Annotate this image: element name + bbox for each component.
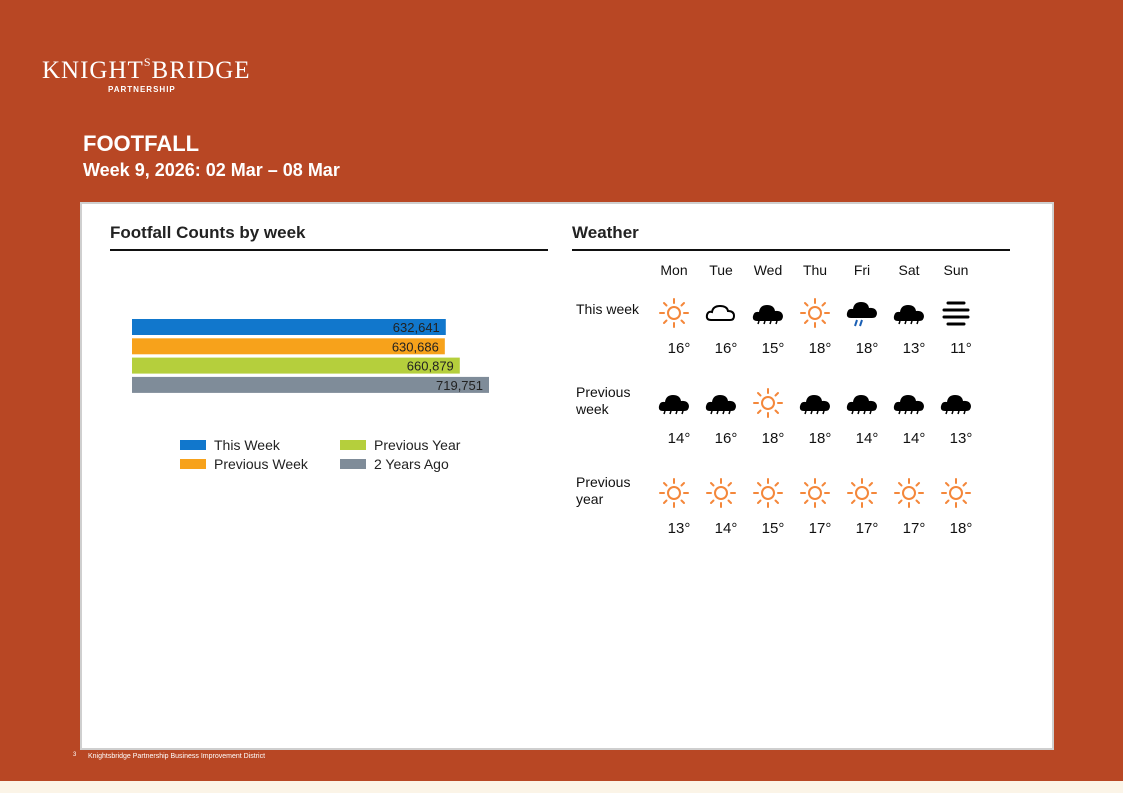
bar-value-label: 630,686 <box>391 339 439 355</box>
page-number: 3 <box>73 752 77 758</box>
weather-temp: 18° <box>761 430 785 447</box>
weather-temp: 14° <box>855 430 879 447</box>
footfall-heading: Footfall Counts by week <box>110 223 306 242</box>
sun-icon <box>845 476 879 510</box>
rain-cloud-icon <box>845 296 879 330</box>
weather-row-label: Previous year <box>576 474 631 507</box>
weather-temp: 13° <box>902 340 926 357</box>
weather-day-sun: Sun <box>943 262 969 278</box>
sun-icon <box>704 476 738 510</box>
footfall-chart <box>82 204 562 504</box>
legend-swatch <box>180 459 206 469</box>
legend-label: This Week <box>214 437 280 453</box>
weather-temp: 16° <box>714 340 738 357</box>
weather-temp: 16° <box>714 430 738 447</box>
legend-label: Previous Year <box>374 437 461 453</box>
cloud-icon <box>704 386 738 420</box>
page-subtitle: Week 9, 2026: 02 Mar – 08 Mar <box>83 160 340 180</box>
weather-temp: 17° <box>808 520 832 537</box>
cloud-icon <box>657 386 691 420</box>
sun-icon <box>798 476 832 510</box>
fog-icon <box>939 296 973 330</box>
sun-icon <box>798 296 832 330</box>
content-panel <box>80 202 1054 750</box>
legend-label: Previous Week <box>214 456 308 472</box>
cloud-icon <box>798 386 832 420</box>
cloud-icon <box>751 296 785 330</box>
weather-temp: 14° <box>714 520 738 537</box>
weather-day-sat: Sat <box>898 262 920 278</box>
weather-temp: 15° <box>761 340 785 357</box>
weather-temp: 15° <box>761 520 785 537</box>
bar-value-label: 660,879 <box>406 358 454 374</box>
weather-day-tue: Tue <box>709 262 733 278</box>
weather-row-label: Previous week <box>576 384 631 417</box>
weather-temp: 16° <box>667 340 691 357</box>
bar-value-label: 719,751 <box>436 377 483 393</box>
sun-icon <box>657 296 691 330</box>
page-title: FOOTFALL <box>83 131 200 156</box>
bottom-strip <box>0 781 1123 793</box>
weather-temp: 11° <box>950 340 972 357</box>
footer-text: Knightsbridge Partnership Business Improvement District <box>88 753 266 760</box>
cloud-outline-icon <box>704 296 738 330</box>
weather-temp: 17° <box>902 520 926 537</box>
legend-swatch <box>340 440 366 450</box>
weather-temp: 18° <box>949 520 973 537</box>
brand-logo-wordmark: $KNIGHT^SBRIDGE$ <box>42 55 251 84</box>
legend-label: 2 Years Ago <box>374 456 449 472</box>
weather-temp: 14° <box>667 430 691 447</box>
sun-icon <box>657 476 691 510</box>
cloud-icon <box>892 296 926 330</box>
weather-day-wed: Wed <box>753 262 783 278</box>
weather-temp: 13° <box>667 520 691 537</box>
weather-temp: 18° <box>855 340 879 357</box>
weather-temp: 18° <box>808 430 832 447</box>
weather-day-mon: Mon <box>660 262 688 278</box>
brand-logo <box>42 55 251 94</box>
weather-heading-rule <box>572 249 1010 251</box>
bar-value-label: 632,641 <box>392 320 440 335</box>
weather-temp: 13° <box>949 430 973 447</box>
weather-temp: 14° <box>902 430 926 447</box>
sun-icon <box>892 476 926 510</box>
weather-row-label: This week <box>576 301 640 317</box>
weather-day-thu: Thu <box>802 262 828 278</box>
sun-icon <box>751 386 785 420</box>
weather-temp: 17° <box>855 520 879 537</box>
cloud-icon <box>892 386 926 420</box>
sun-icon <box>751 476 785 510</box>
weather-day-fri: Fri <box>853 262 871 278</box>
weather-temp: 18° <box>808 340 832 357</box>
sun-icon <box>939 476 973 510</box>
weather-heading: Weather <box>572 223 639 242</box>
brand-logo-subtitle: PARTNERSHIP <box>108 85 176 94</box>
legend-swatch <box>180 440 206 450</box>
cloud-icon <box>939 386 973 420</box>
legend-swatch <box>340 459 366 469</box>
cloud-icon <box>845 386 879 420</box>
